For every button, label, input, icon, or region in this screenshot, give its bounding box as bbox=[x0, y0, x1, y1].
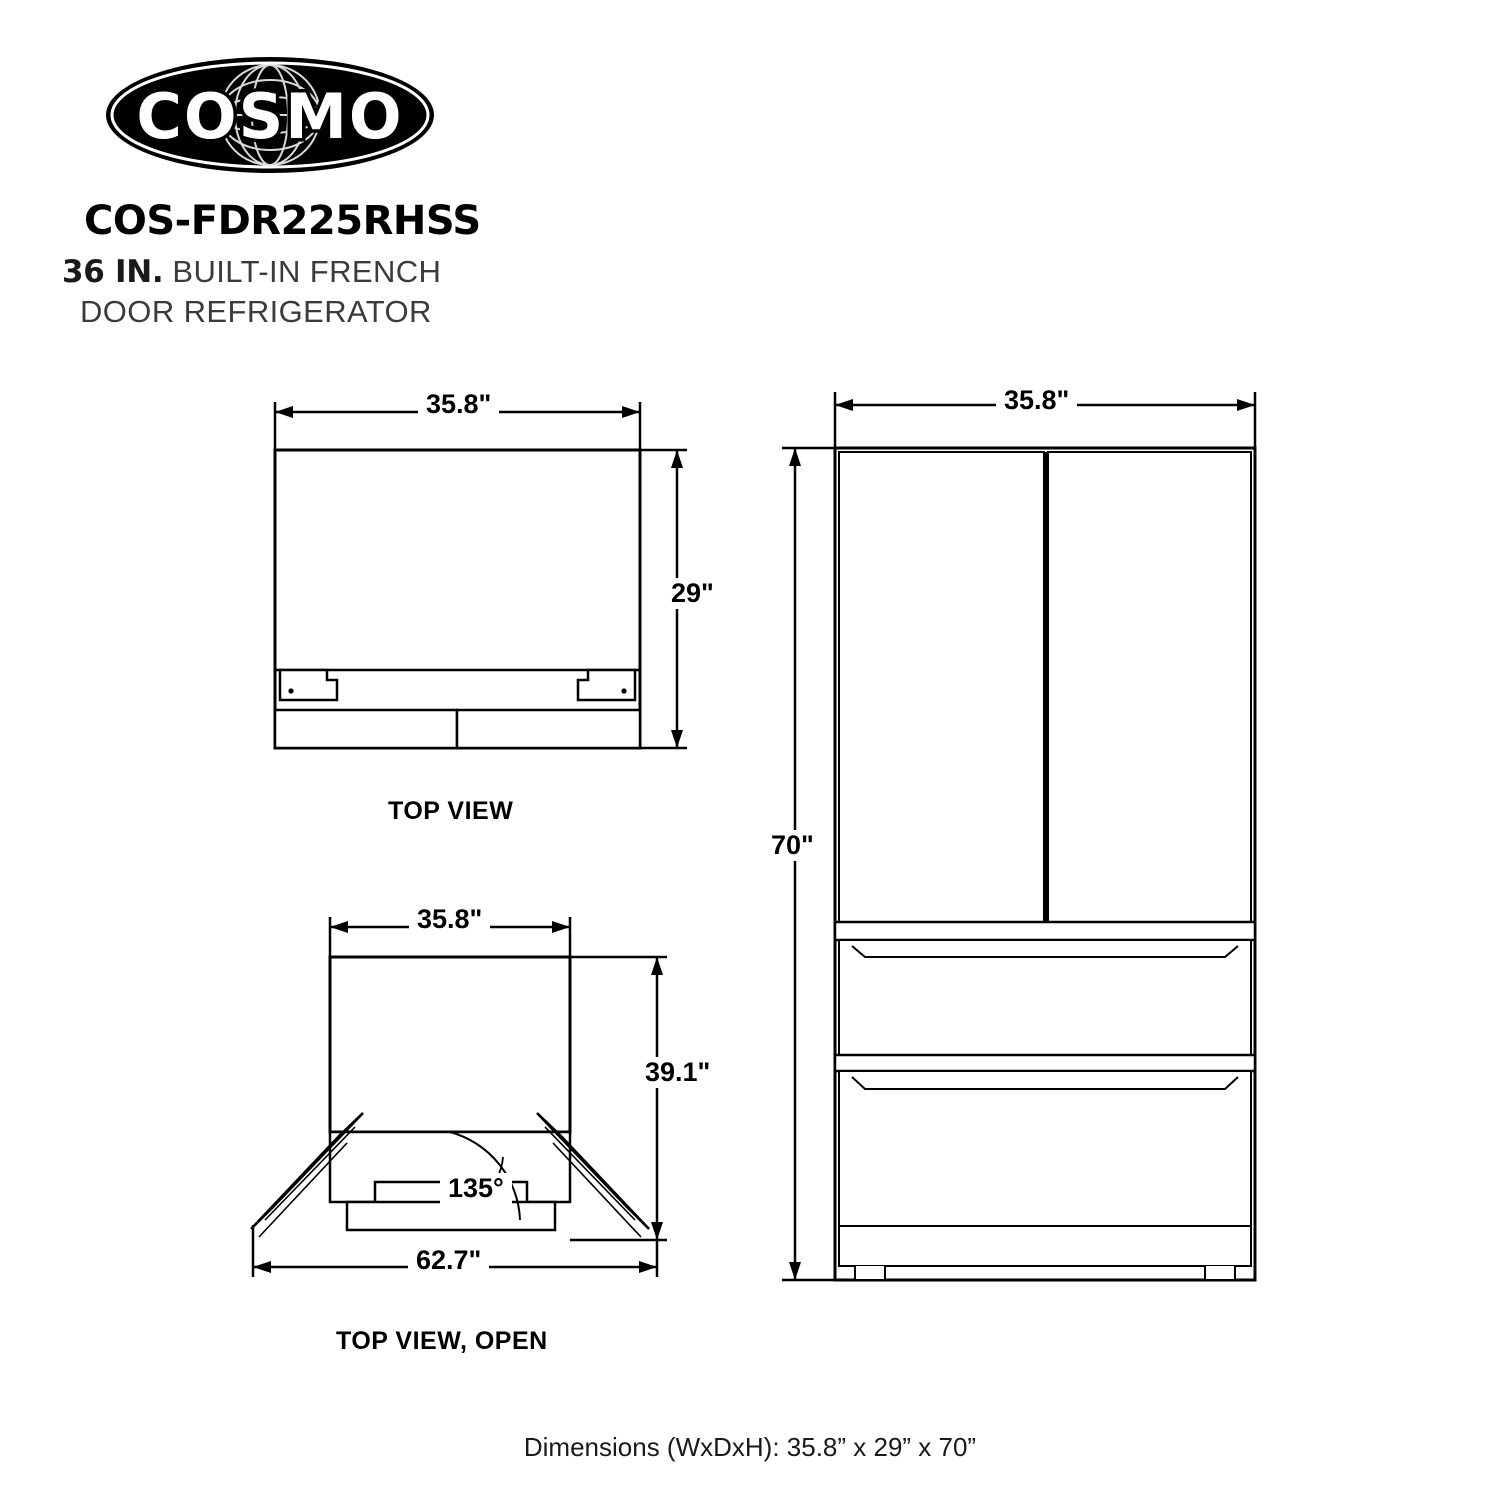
top-view-open-label: TOP VIEW, OPEN bbox=[336, 1327, 548, 1355]
top-view-label: TOP VIEW bbox=[388, 797, 514, 825]
front-view-height-dimension: 70" bbox=[763, 830, 822, 861]
cosmo-logo bbox=[100, 55, 440, 175]
door-open-angle-dimension: 135° bbox=[440, 1173, 512, 1204]
top-view-depth-dimension: 29" bbox=[663, 578, 722, 609]
dimensions-footer: Dimensions (WxDxH): 35.8” x 29” x 70” bbox=[523, 1432, 977, 1462]
product-title-size: 36 IN. bbox=[62, 254, 164, 290]
top-view-width-dimension: 35.8" bbox=[418, 389, 499, 420]
front-view-width-dimension: 35.8" bbox=[996, 385, 1077, 416]
top-view-open-drawing bbox=[235, 895, 735, 1305]
model-number: COS-FDR225RHSS bbox=[84, 198, 481, 244]
logo-wordmark: COSMO bbox=[136, 80, 404, 153]
product-title bbox=[62, 252, 622, 332]
product-title-rest: BUILT-IN FRENCH bbox=[172, 254, 442, 289]
globe-ellipse-logo bbox=[100, 55, 440, 175]
product-title-line2: DOOR REFRIGERATOR bbox=[80, 294, 432, 329]
top-view-open-total-width-dimension: 62.7" bbox=[408, 1245, 489, 1276]
top-view-open-depth-dimension: 39.1" bbox=[637, 1057, 718, 1088]
top-view-open-width-dimension: 35.8" bbox=[409, 904, 490, 935]
top-view-drawing bbox=[255, 380, 735, 770]
front-view-drawing bbox=[760, 380, 1280, 1310]
